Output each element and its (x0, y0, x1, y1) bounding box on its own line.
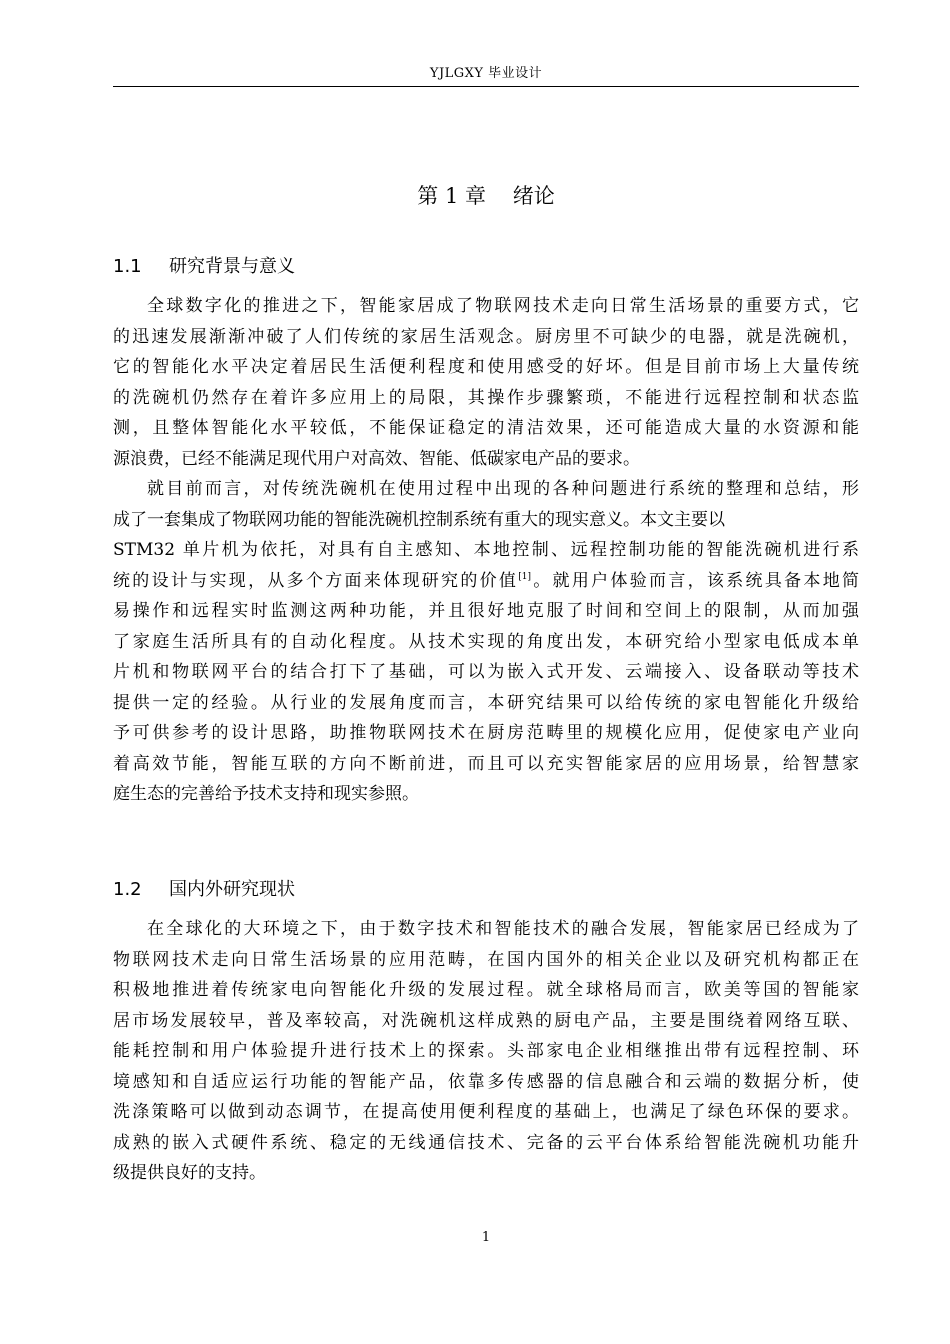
text-line: 成了一套集成了物联网功能的智能洗碗机控制系统有重大的现实意义。本文主要以 (113, 509, 725, 530)
text-line: 在全球化的大环境之下，由于数字技术和智能技术的融合发展，智能家居已经成为了 (147, 919, 859, 939)
text-line: 提供一定的经验。从行业的发展角度而言，本研究结果可以给传统的家电智能化升级给 (113, 692, 859, 713)
text-line: 了家庭生活所具有的自动化程度。从技术实现的角度出发，本研究给小型家电低成本单 (113, 631, 859, 652)
text-line: 境感知和自适应运行功能的智能产品，依靠多传感器的信息融合和云端的数据分析，使 (113, 1071, 859, 1092)
section-title: 研究背景与意义 (169, 256, 295, 277)
text-line: 级提供良好的支持。 (113, 1163, 266, 1183)
section-heading-1-1 (113, 254, 859, 280)
text-line: 居市场发展较早，普及率较高，对洗碗机这样成熟的厨电产品，主要是围绕着网络互联、 (113, 1010, 859, 1031)
header-text: YJLGXY 毕业设计 (429, 66, 543, 81)
section-1-2-body (113, 914, 859, 1189)
text-line: 的迅速发展渐渐冲破了人们传统的家居生活观念。厨房里不可缺少的电器，就是洗碗机， (113, 326, 859, 347)
text-line: 全球数字化的推进之下，智能家居成了物联网技术走向日常生活场景的重要方式，它 (147, 296, 859, 316)
text-line: 积极地推进着传统家电向智能化升级的发展过程。就全球格局而言，欧美等国的智能家 (113, 980, 859, 1000)
text-line: 庭生态的完善给予技术支持和现实参照。 (113, 784, 419, 804)
page-number: 1 (481, 1230, 491, 1245)
section-number: 1.1 (113, 256, 142, 277)
text-line: 它的智能化水平决定着居民生活便利程度和使用感受的好坏。但是目前市场上大量传统 (113, 357, 859, 377)
text-line: 源浪费，已经不能满足现代用户对高效、智能、低碳家电产品的要求。 (113, 448, 640, 469)
paragraph (113, 474, 859, 810)
text-line: STM32 单片机为依托，对具有自主感知、本地控制、远程控制功能的智能洗碗机进行系 (113, 540, 859, 560)
text-line-with-citation (113, 566, 859, 597)
chapter-title: 第 1 章 绪论 (417, 184, 555, 208)
text-line: 洗涤策略可以做到动态调节，在提高使用便利程度的基础上，也满足了绿色环保的要求。 (113, 1102, 859, 1122)
paragraph (113, 291, 859, 474)
section-heading-1-2 (113, 877, 859, 903)
text-span: 统的设计与实现，从多个方面来体现研究的价值 (113, 570, 519, 591)
text-line: 着高效节能，智能互联的方向不断前进，而且可以充实智能家居的应用场景，给智慧家 (113, 753, 859, 774)
text-line: 物联网技术走向日常生活场景的应用范畴，在国内国外的相关企业以及研究机构都正在 (113, 949, 859, 970)
text-line: 易操作和远程实时监测这两种功能，并且很好地克服了时间和空间上的限制，从而加强 (113, 601, 859, 621)
text-line: 测，且整体智能化水平较低，不能保证稳定的清洁效果，还可能造成大量的水资源和能 (113, 418, 859, 438)
paragraph (113, 914, 859, 1189)
section-title: 国内外研究现状 (169, 879, 295, 900)
text-line: 就目前而言，对传统洗碗机在使用过程中出现的各种问题进行系统的整理和总结，形 (147, 479, 859, 499)
text-line: 能耗控制和用户体验提升进行技术上的探索。头部家电企业相继推出带有远程控制、环 (113, 1041, 859, 1061)
text-line: 成熟的嵌入式硬件系统、稳定的无线通信技术、完备的云平台体系给智能洗碗机功能升 (113, 1132, 859, 1153)
text-span: 。就用户体验而言，该系统具备本地简 (530, 570, 860, 591)
citation-marker: [1] (518, 571, 531, 582)
text-line: 片机和物联网平台的结合打下了基础，可以为嵌入式开发、云端接入、设备联动等技术 (113, 662, 859, 682)
section-number: 1.2 (113, 879, 142, 900)
text-line: 予可供参考的设计思路，助推物联网技术在厨房范畴里的规模化应用，促使家电产业向 (113, 723, 859, 743)
text-line: 的洗碗机仍然存在着许多应用上的局限，其操作步骤繁琐，不能进行远程控制和状态监 (113, 387, 859, 408)
page-header (113, 62, 859, 87)
section-1-1-body (113, 291, 859, 810)
